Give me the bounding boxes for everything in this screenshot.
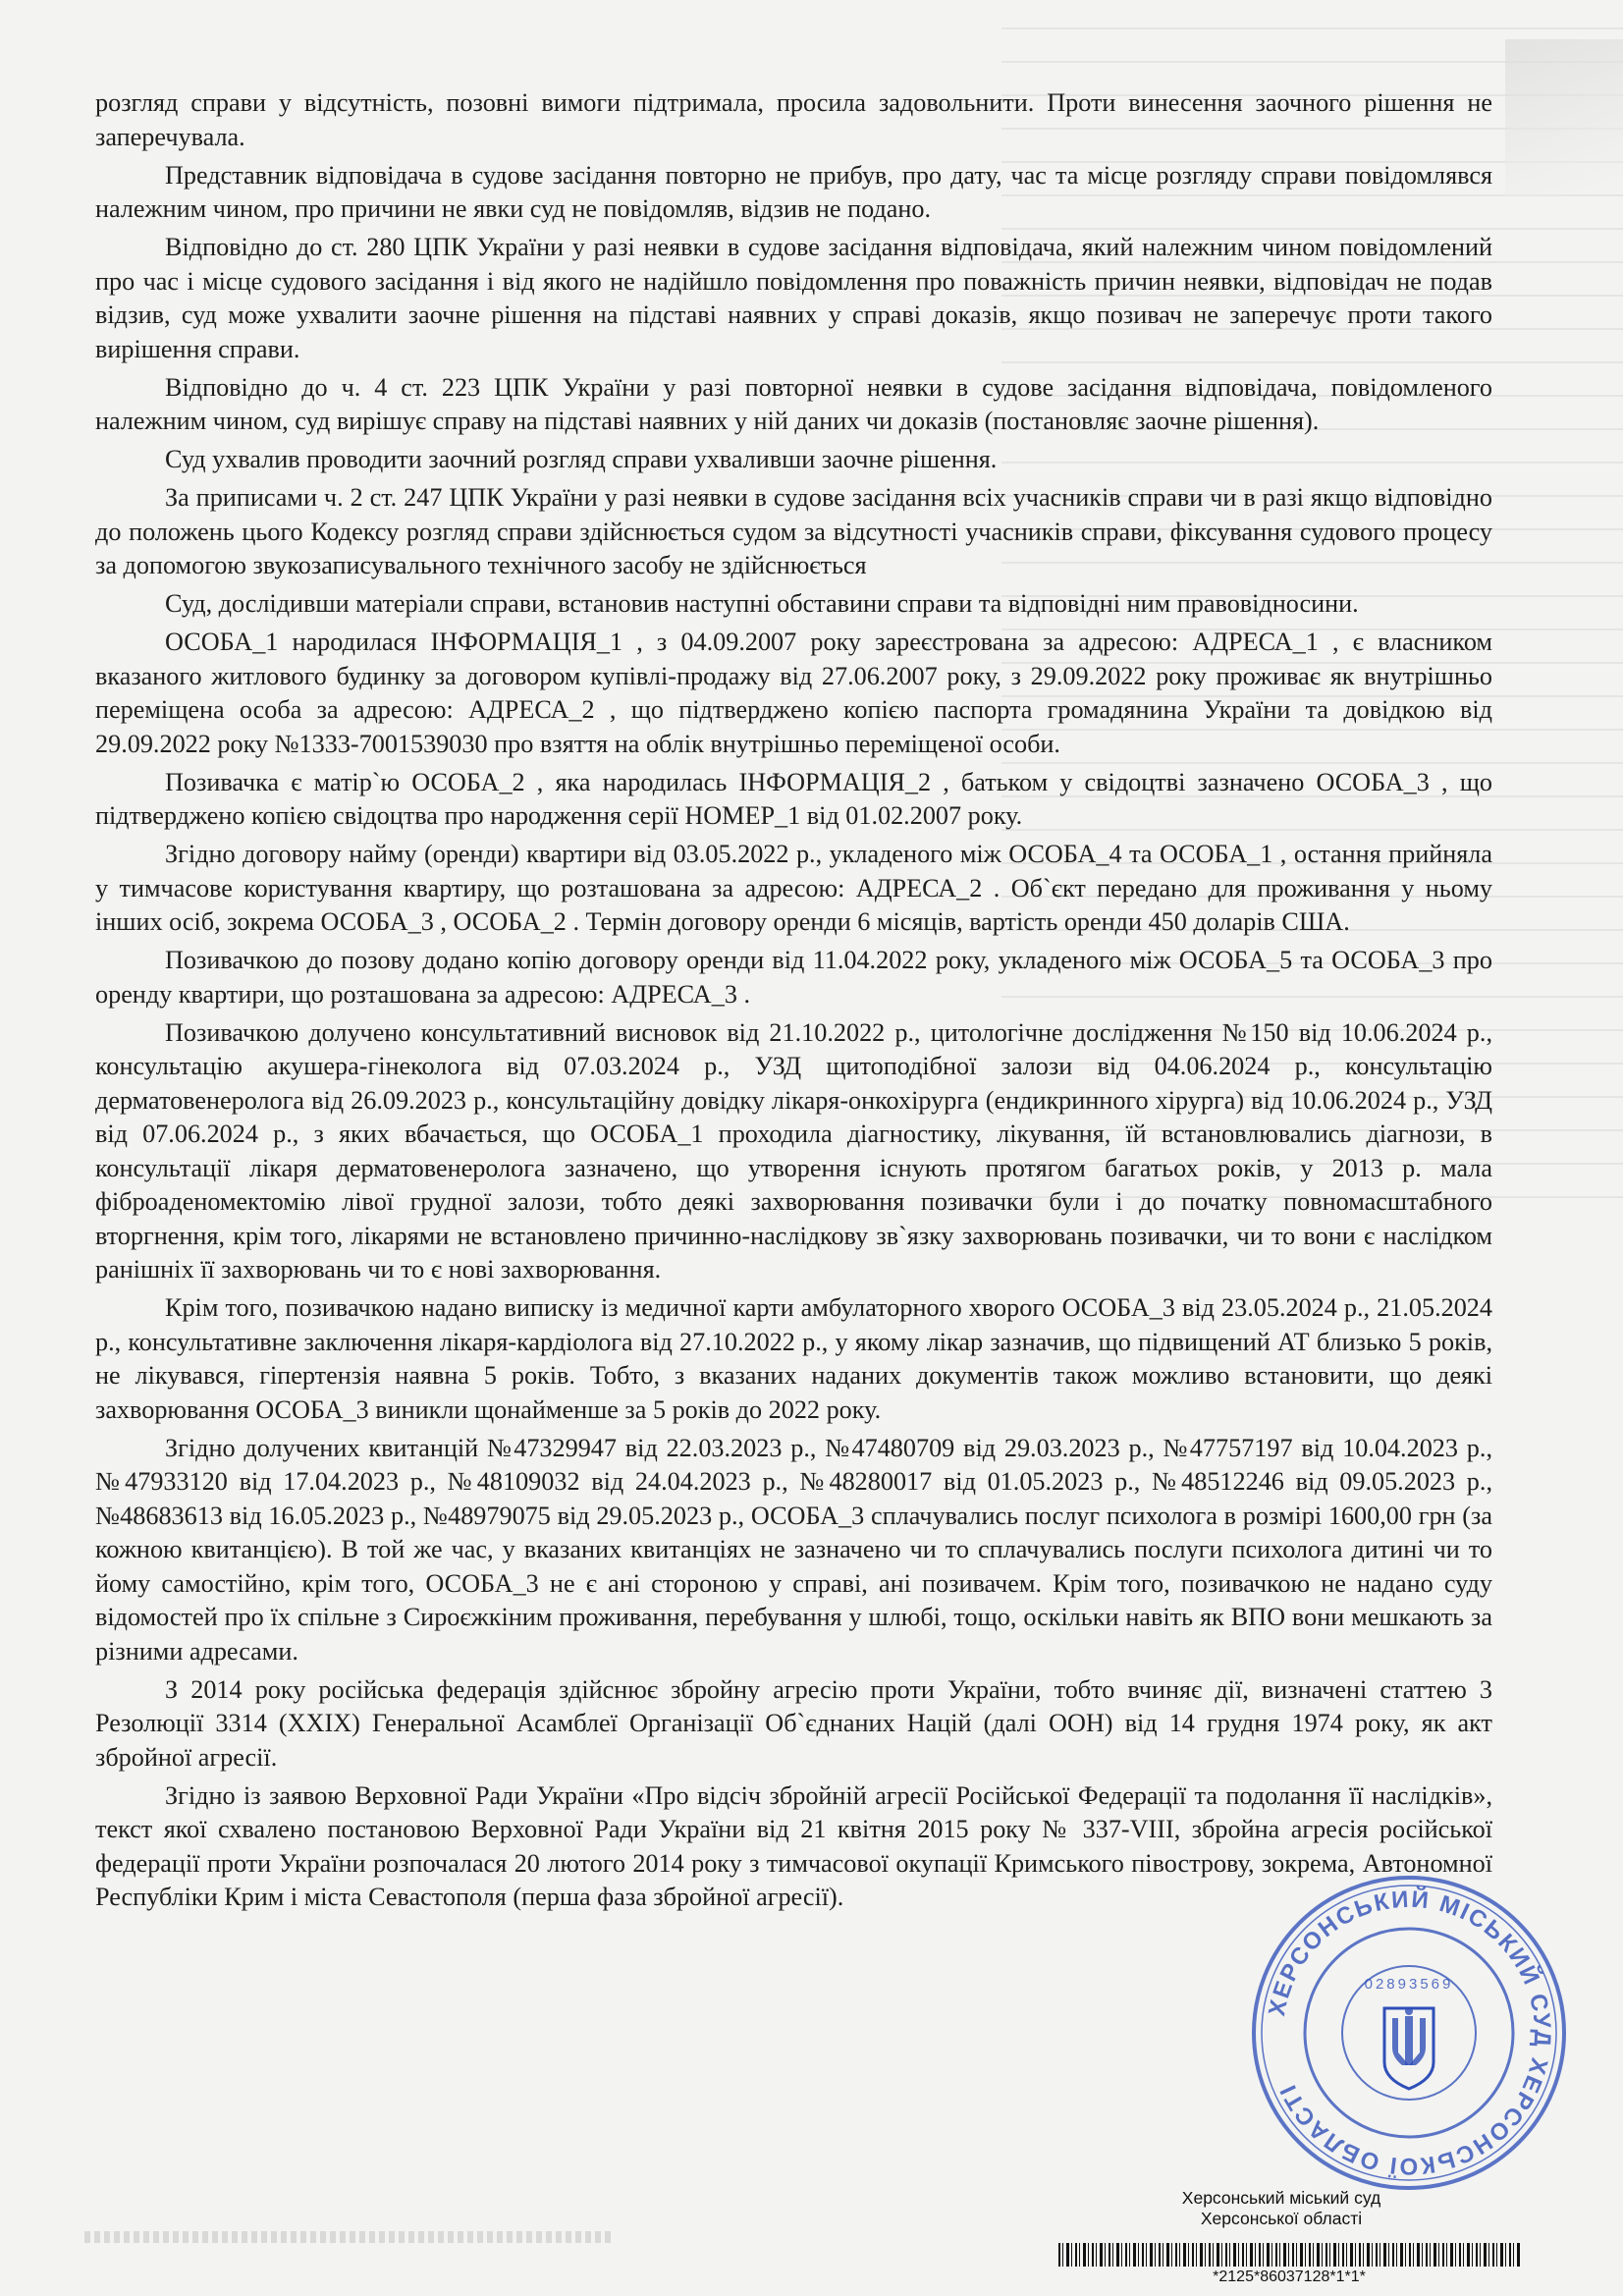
paragraph: З 2014 року російська федерація здійснює збройну агресію проти України, тобто вчиняє дії, визначені статтею 3 Резолюції 3314 (XXIX) Генеральної Асамблеї Організації Об`єднаних Націй (далі ООН) від 14 грудня 1974 року, як акт збройної агресії. bbox=[95, 1674, 1492, 1772]
paragraph: Позивачкою до позову додано копію договору оренди від 11.04.2022 року, укладеного між ОСОБА_5 та ОСОБА_3 про оренду квартири, що розташована за адресою: АДРЕСА_3 . bbox=[95, 946, 1492, 1009]
paragraph: За приписами ч. 2 ст. 247 ЦПК України у разі неявки в судове засідання всіх учасників справи чи в разі якщо відповідно до положень цього Кодексу розгляд справи здійснюється судом за відсутності учасників справи, фіксування судового процесу за допомогою звукозаписувального технічного засобу не здійснюється bbox=[95, 483, 1492, 579]
paragraph: Суд ухвалив проводити заочний розгляд справи ухваливши заочне рішення. bbox=[165, 445, 998, 473]
court-seal-stamp bbox=[1247, 1871, 1571, 2195]
seal-code: 02893569 bbox=[1364, 1976, 1454, 1993]
paragraph: Відповідно до ч. 4 ст. 223 ЦПК України у разі повторної неявки в судове засідання відповідача, повідомленого належним чином, суд вирішує справу на підставі наявних у ній даних чи доказів (постановляє заочне рішення). bbox=[95, 372, 1492, 435]
paragraph: Позивачкою долучено консультативний висновок від 21.10.2022 р., цитологічне дослідження №150 від 10.06.2024 р., консультацію акушера-гінеколога від 07.03.2024 р., УЗД щитоподібної залози від 04.06.2024 р., консультацію дерматовенеролога від 26.09.2023 р., консультаційну довідку лікаря-онкохірурга (ендикринного хірурга) від 10.06.2024 р., УЗД від 07.06.2024 р., з яких вбачається, що ОСОБА_1 проходила діагностику, лікування, їй встановлювались діагнози, в консультації лікаря дерматовенеролога зазначено, що утворення існують протягом багатьох років, у 2013 р. мала фіброаденомектомію лівої грудної залози, тобто деякі захворювання позивачки були і до початку повномасштабного вторгнення, крім того, лікарями не встановлено причинно-наслідкову зв`язку захворювань позивачки, чи то вони є наслідком ранішніх її захворювань чи то є нові захворювання. bbox=[95, 1017, 1492, 1284]
paragraph: Відповідно до ст. 280 ЦПК України у разі неявки в судове засідання відповідача, який належним чином повідомлений про час і місце судового засідання і від якого не надійшло повідомлення про поважність причин неявки, відповідач не подав відзив, суд може ухвалити заочне рішення на підставі наявних у справі доказів, якщо позивач не заперечує проти такого вирішення справи. bbox=[95, 233, 1492, 363]
paragraph: Згідно долучених квитанцій №47329947 від 22.03.2023 р., №47480709 від 29.03.2023 р., №47757197 від 10.04.2023 р., №47933120 від 17.04.2023 р., №48109032 від 24.04.2023 р., №48280017 від 01.05.2023 р., №48512246 від 09.05.2023 р., №48683613 від 16.05.2023 р., №48979075 від 29.05.2023 р., ОСОБА_3 сплачувались послуг психолога в розмірі 1600,00 грн (за кожною квитанцією). В той же час, у вказаних квитанціях не зазначено чи то сплачувались послуги психолога дитині чи то йому самостійно, крім того, ОСОБА_3 не є ані стороною у справі, ані позивачем. Крім того, позивачкою не надано суду відомостей про їх спільне з Сироєжкіним проживання, перебування у шлюбі, тощо, оскільки навіть як ВПО вони мешкають за різними адресами. bbox=[95, 1433, 1492, 1666]
court-footer bbox=[1070, 2188, 1492, 2229]
court-region: Херсонської області bbox=[1200, 2209, 1363, 2228]
paragraph: Представник відповідача в судове засідання повторно не прибув, про дату, час та місце розгляду справи повідомлявся належним чином, про причини не явки суд не повідомляв, відзив не подано. bbox=[95, 160, 1492, 223]
court-name: Херсонський міський суд bbox=[1181, 2188, 1381, 2208]
paragraph: Згідно договору найму (оренди) квартири від 03.05.2022 р., укладеного між ОСОБА_4 та ОСОБА_1 , остання прийняла у тимчасове користування квартиру, що розташована за адресою: АДРЕСА_2 . Об`єкт передано для проживання у ньому інших осіб, зокрема ОСОБА_3 , ОСОБА_2 . Термін договору оренди 6 місяців, вартість оренди 450 доларів США. bbox=[95, 840, 1492, 936]
document-body bbox=[95, 86, 1492, 1919]
paragraph: Згідно із заявою Верховної Ради України «Про відсіч збройній агресії Російської Федерації та подолання її наслідків», текст якої схвалено постановою Верховної Ради України від 21 квітня 2015 року № 337-VIII, збройна агресія російської федерації проти України розпочалася 20 лютого 2014 року з тимчасової окупації Кримського півострову, зокрема, Автономної Республіки Крим і міста Севастополя (перша фаза збройної агресії). bbox=[95, 1780, 1492, 1911]
paragraph: Крім того, позивачкою надано виписку із медичної карти амбулаторного хворого ОСОБА_3 від 23.05.2024 р., 21.05.2024 р., консультативне заключення лікаря-кардіолога від 27.10.2022 р., у якому лікар зазначив, що підвищений АТ близько 5 років, не лікувався, гіпертензія наявна 5 років. Тобто, з вказаних наданих документів також можливо встановити, що деякі захворювання ОСОБА_3 виникли щонайменше за 5 років до 2022 року. bbox=[95, 1293, 1492, 1424]
document-barcode bbox=[1058, 2243, 1520, 2267]
paragraph: Суд, дослідивши матеріали справи, встановив наступні обставини справи та відповідні ним правовідносини. bbox=[165, 589, 1359, 618]
barcode-number: *2125*86037128*1*1* bbox=[1213, 2269, 1366, 2285]
paragraph: ОСОБА_1 народилася ІНФОРМАЦІЯ_1 , з 04.09.2007 року зареєстрована за адресою: АДРЕСА_1 , є власником вказаного житлового будинку за договором купівлі-продажу від 27.06.2007 року, з 29.09.2022 року проживає як внутрішньо переміщена особа за адресою: АДРЕСА_2 , що підтверджено копією паспорта громадянина України та довідкою від 29.09.2022 року №1333-7001539030 про взяття на облік внутрішньо переміщеної особи. bbox=[95, 628, 1492, 758]
scan-artifact-line bbox=[84, 2231, 615, 2243]
seal-ring-text: ХЕРСОНСЬКИЙ МІСЬКИЙ СУД ХЕРСОНСЬКОЇ ОБЛАСТІ bbox=[1264, 1886, 1556, 2180]
trident-icon bbox=[1384, 2007, 1434, 2089]
page-fold-shadow bbox=[1505, 39, 1623, 196]
paragraph: розгляд справи у відсутність, позовні вимоги підтримала, просила задовольнити. Проти винесення заочного рішення не заперечувала. bbox=[95, 88, 1492, 151]
paragraph: Позивачка є матір`ю ОСОБА_2 , яка народилась ІНФОРМАЦІЯ_2 , батьком у свідоцтві зазначено ОСОБА_3 , що підтверджено копією свідоцтва про народження серії НОМЕР_1 від 01.02.2007 року. bbox=[95, 767, 1492, 830]
